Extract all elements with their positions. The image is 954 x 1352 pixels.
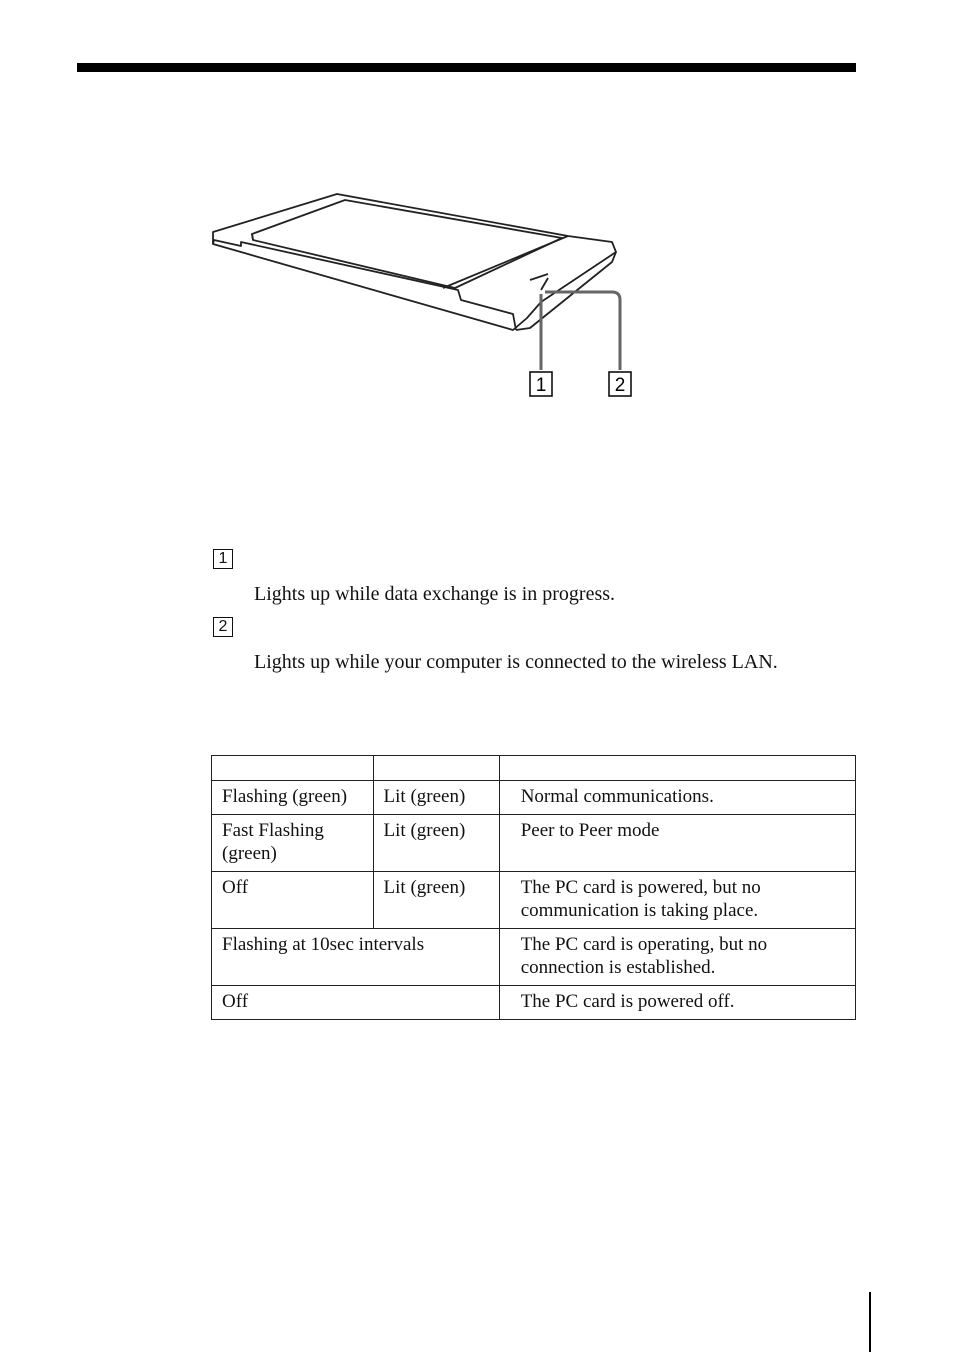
svg-text:1: 1 [535,375,547,396]
table-cell-merged: Flashing at 10sec intervals [212,929,500,986]
page-edge-marker [869,1292,871,1352]
card-label-recess [252,200,562,288]
callout-1 [530,372,552,396]
table-row [212,872,856,929]
table-header-row [212,756,856,781]
card-end-section [443,236,568,288]
header-cell [373,756,499,781]
legend-description-2: Lights up while your computer is connected to the wireless LAN. [254,651,778,673]
table-cell: Peer to Peer mode [499,815,855,872]
card-top-face [213,194,616,330]
table-row [212,986,856,1020]
legend-number-1: 1 [213,549,233,569]
svg-text:2: 2 [614,375,626,396]
header-cell [499,756,855,781]
table-cell: Off [212,872,374,929]
card-front-edge [213,240,516,330]
header-cell [212,756,374,781]
pc-card-illustration [200,185,660,410]
legend-number-2: 2 [213,617,233,637]
table-row [212,929,856,986]
table-cell: Lit (green) [373,872,499,929]
table-row [212,815,856,872]
table-cell: The PC card is operating, but no connection is established. [499,929,855,986]
table-row [212,781,856,815]
table-cell: Normal communications. [499,781,855,815]
table-cell: Lit (green) [373,781,499,815]
callout-2 [609,372,631,396]
table-cell: Fast Flashing (green) [212,815,374,872]
table-cell: Lit (green) [373,815,499,872]
table-cell: The PC card is powered, but no communication is taking place. [499,872,855,929]
table-cell: The PC card is powered off. [499,986,855,1020]
legend-description-1: Lights up while data exchange is in progress. [254,583,616,605]
led-status-table [211,755,856,1020]
top-rule [77,63,856,72]
leader-line-2 [545,292,620,370]
table-cell: Flashing (green) [212,781,374,815]
table-cell-merged: Off [212,986,500,1020]
